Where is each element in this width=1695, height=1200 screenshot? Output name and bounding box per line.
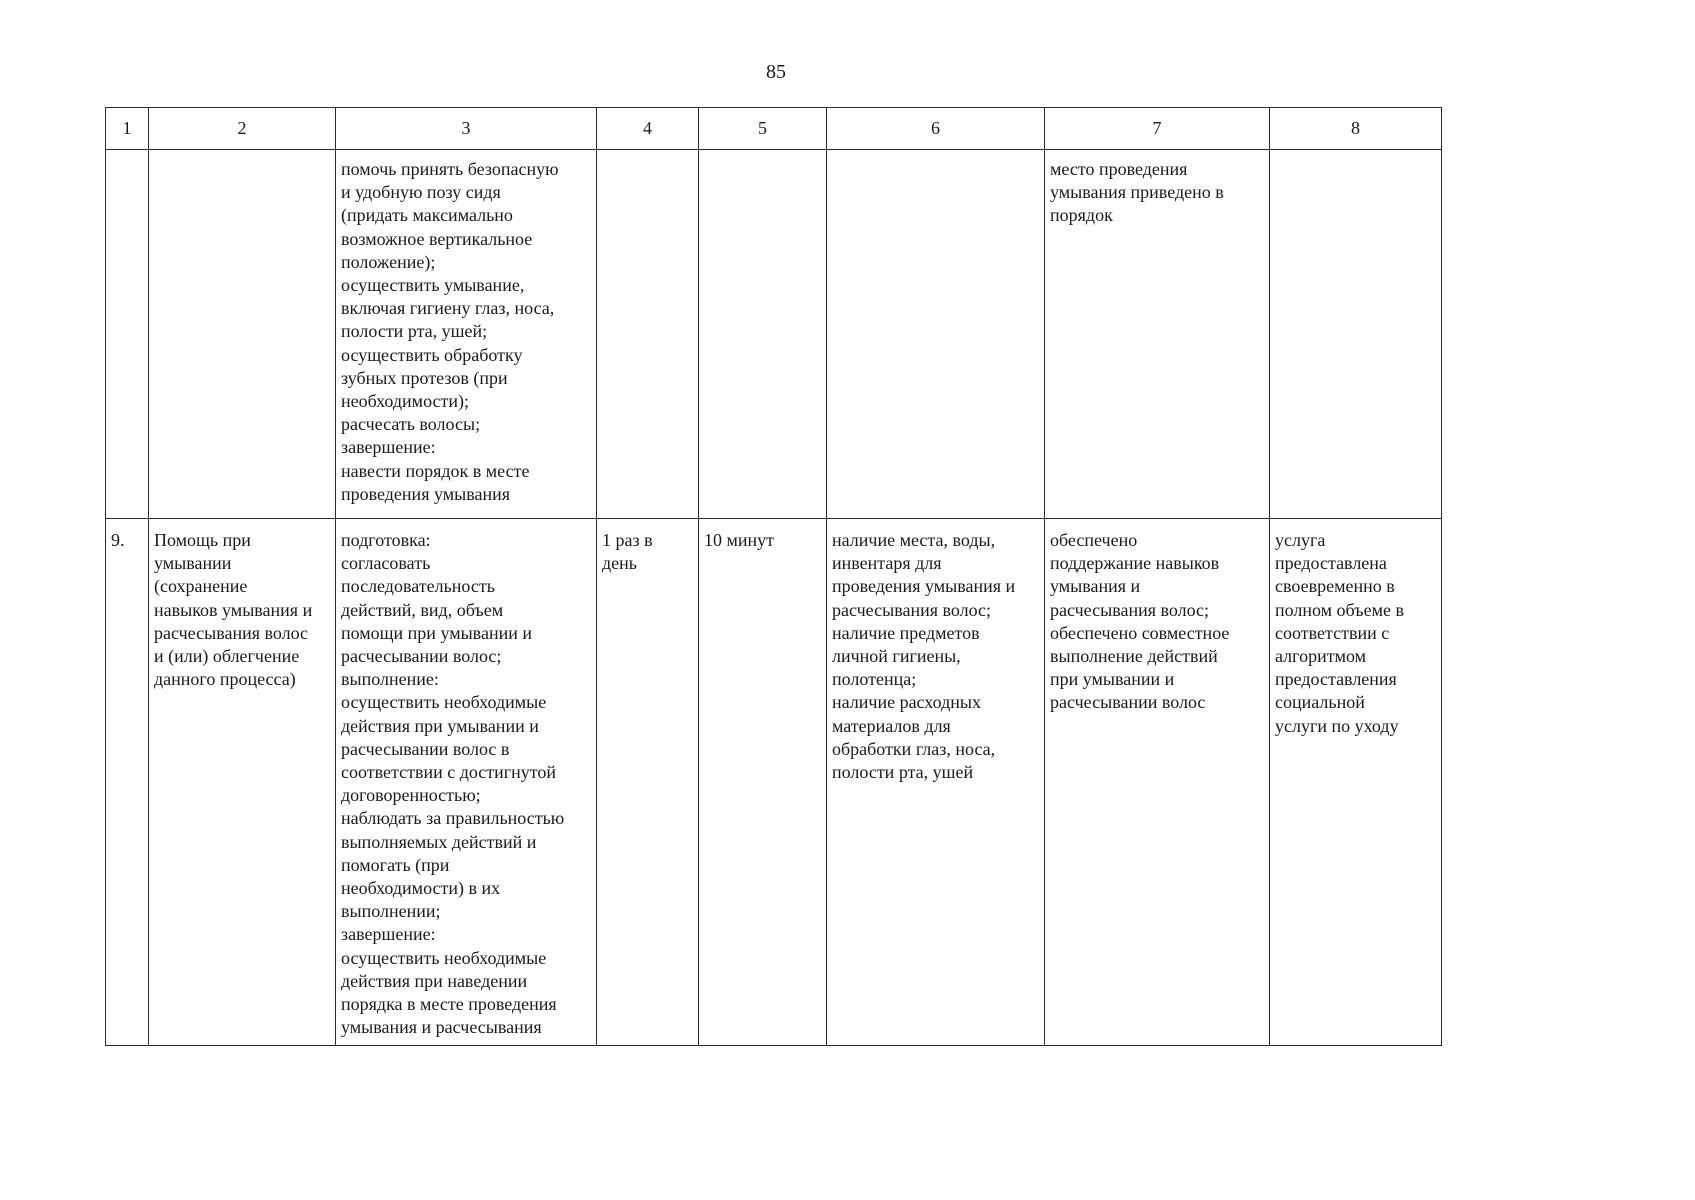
- page-number: 85: [766, 61, 786, 83]
- cell-service-name: [149, 150, 336, 519]
- table-row: [106, 150, 1442, 519]
- cell-service-name: Помощь при умывании (сохранение навыков умывания и расчесывания волос и (или) облегчение данного процесса): [149, 519, 336, 1046]
- cell-result: обеспечено поддержание навыков умывания и расчесывания волос; обеспечено совместное выполнение действий при умывании и расчесывании волос: [1045, 519, 1270, 1046]
- header-cell-7: 7: [1045, 108, 1270, 150]
- cell-conditions: [827, 150, 1045, 519]
- header-cell-6: 6: [827, 108, 1045, 150]
- cell-quality: [1270, 150, 1442, 519]
- table-row: [106, 519, 1442, 1046]
- header-cell-5: 5: [699, 108, 827, 150]
- header-cell-3: 3: [336, 108, 597, 150]
- services-table: [105, 107, 1442, 1046]
- cell-quality: услуга предоставлена своевременно в полном объеме в соответствии с алгоритмом предоставления социальной услуги по уходу: [1270, 519, 1442, 1046]
- header-cell-8: 8: [1270, 108, 1442, 150]
- cell-conditions: наличие места, воды, инвентаря для проведения умывания и расчесывания волос; наличие предметов личной гигиены, полотенца; наличие расходных материалов для обработки глаз, носа, полости рта, ушей: [827, 519, 1045, 1046]
- cell-frequency: 1 раз в день: [597, 519, 699, 1046]
- cell-duration: [699, 150, 827, 519]
- cell-duration: 10 минут: [699, 519, 827, 1046]
- cell-number: 9.: [106, 519, 149, 1046]
- cell-number: [106, 150, 149, 519]
- cell-frequency: [597, 150, 699, 519]
- header-cell-1: 1: [106, 108, 149, 150]
- cell-result: место проведения умывания приведено в порядок: [1045, 150, 1270, 519]
- table-header-row: [106, 108, 1442, 150]
- header-cell-2: 2: [149, 108, 336, 150]
- cell-service-content: подготовка: согласовать последовательность действий, вид, объем помощи при умывании и расчесывании волос; выполнение: осуществить необходимые действия при умывании и расчесывании волос в соответствии с достигнутой договоренностью; наблюдать за правильностью выполняемых действий и помогать (при необходимости) в их выполнении; завершение: осуществить необходимые действия при наведении порядка в месте проведения умывания и расчесывания: [336, 519, 597, 1046]
- header-cell-4: 4: [597, 108, 699, 150]
- cell-service-content: помочь принять безопасную и удобную позу сидя (придать максимально возможное вертикальное положение); осуществить умывание, включая гигиену глаз, носа, полости рта, ушей; осуществить обработку зубных протезов (при необходимости); расчесать волосы; завершение: навести порядок в месте проведения умывания: [336, 150, 597, 519]
